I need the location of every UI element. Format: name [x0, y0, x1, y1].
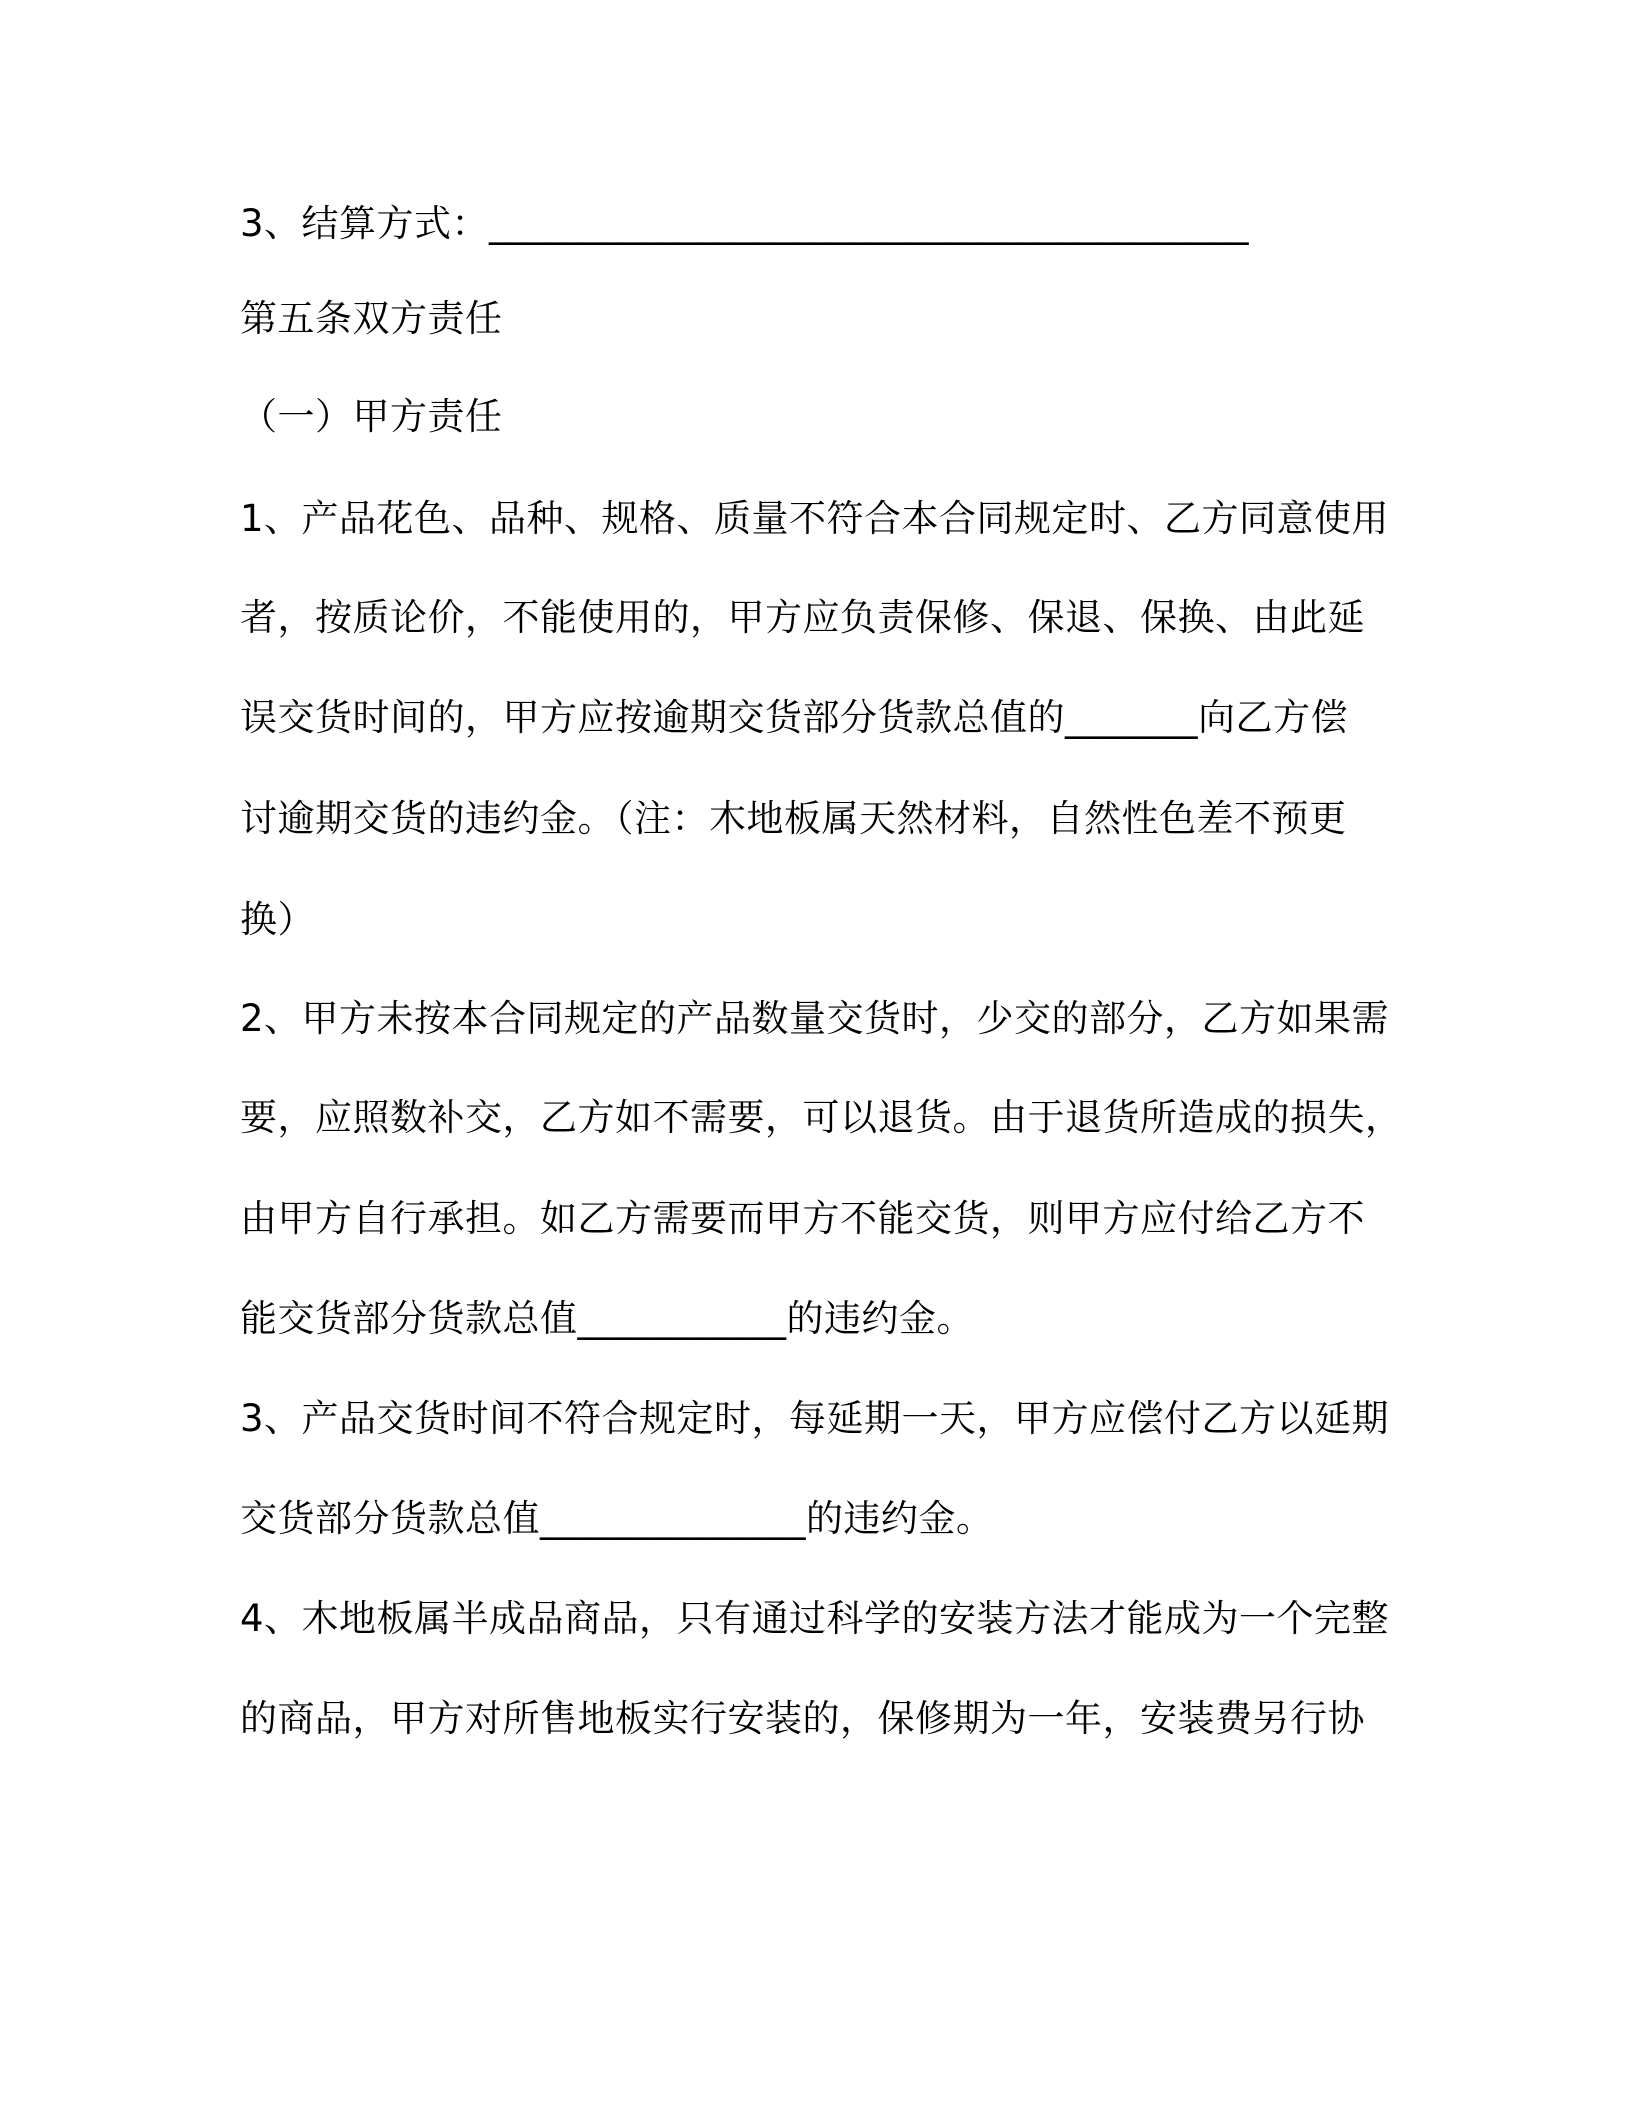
party-a-responsibility-heading: （一）甲方责任 [240, 395, 503, 438]
clause-3-line-2: 交货部分货款总值______________的违约金。 [240, 1497, 994, 1540]
article-five-heading: 第五条双方责任 [240, 297, 503, 340]
settlement-method-line: 3、结算方式：________________________________________ [240, 202, 1250, 245]
clause-2-line-2: 要，应照数补交，乙方如不需要，可以退货。由于退货所造成的损失， [240, 1096, 1403, 1139]
clause-2-line-3: 由甲方自行承担。如乙方需要而甲方不能交货，则甲方应付给乙方不 [240, 1197, 1365, 1240]
clause-1-line-5: 换） [240, 898, 315, 941]
clause-2-line-4: 能交货部分货款总值___________的违约金。 [240, 1297, 974, 1340]
clause-1-line-2: 者，按质论价，不能使用的，甲方应负责保修、保退、保换、由此延 [240, 596, 1365, 639]
clause-1-line-4: 讨逾期交货的违约金。（注：木地板属天然材料，自然性色差不预更 [240, 797, 1347, 840]
clause-2-line-1: 2、甲方未按本合同规定的产品数量交货时，少交的部分，乙方如果需 [240, 997, 1390, 1040]
clause-3-line-1: 3、产品交货时间不符合规定时，每延期一天，甲方应偿付乙方以延期 [240, 1397, 1390, 1440]
clause-1-line-3: 误交货时间的，甲方应按逾期交货部分货款总值的_______向乙方偿 [240, 696, 1348, 739]
clause-1-line-1: 1、产品花色、品种、规格、质量不符合本合同规定时、乙方同意使用 [240, 497, 1390, 540]
clause-4-line-2: 的商品，甲方对所售地板实行安装的，保修期为一年，安装费另行协 [240, 1697, 1365, 1740]
clause-4-line-1: 4、木地板属半成品商品，只有通过科学的安装方法才能成为一个完整 [240, 1597, 1390, 1640]
